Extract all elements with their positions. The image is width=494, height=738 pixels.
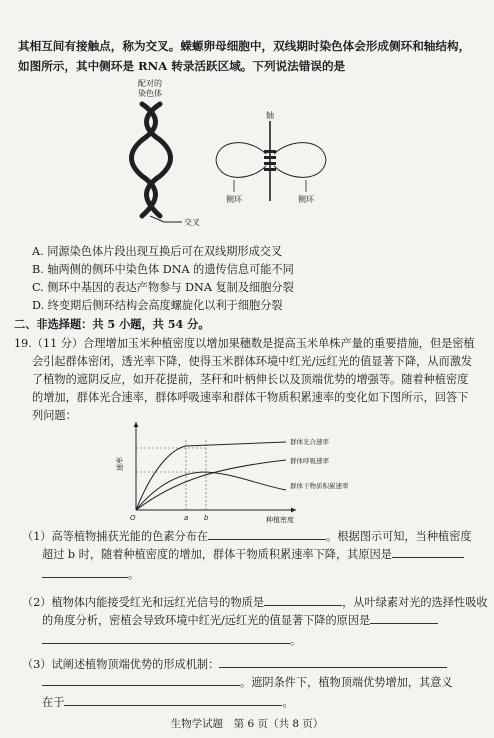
q1-text-3: 超过 b 时，随着种植密度的增加，群体干物质积累速率下降，其原因是 [42, 548, 392, 561]
x-axis-label: 种植密度 [266, 516, 294, 524]
chromosome-strands [132, 104, 171, 216]
q1-line-2 [42, 546, 464, 563]
paired-chromosome-label-2: 染色体 [138, 89, 162, 98]
series-label-2: 群体呼吸速率 [290, 457, 329, 465]
y-axis-label: 速率 [116, 457, 124, 471]
option-b: B. 轴两侧的侧环中染色体 DNA 的遗传信息可能不同 [32, 263, 294, 276]
option-c: C. 侧环中基因的表达产物参与 DNA 复制及细胞分裂 [32, 281, 294, 294]
series-label-1: 群体光合速率 [290, 438, 329, 446]
crossover-label: 交叉 [184, 218, 200, 227]
q3-text-3: 在于 [42, 696, 65, 709]
q19-line-2: 会引起群体密闭，透光率下降，使得玉米群体环境中红光/远红光的值显著下降，从而激发 [32, 355, 473, 368]
q1-answer-blank-3[interactable] [42, 566, 128, 578]
series-line-3 [136, 472, 286, 510]
section-heading: 二、非选择题：共 5 小题，共 54 分。 [14, 317, 210, 331]
chromosome-loop-figure [120, 76, 380, 236]
q19-line-5: 列问题： [32, 409, 77, 422]
series-label-3: 群体干物质积累速率 [290, 482, 349, 490]
q2-answer-blank-2[interactable] [370, 612, 438, 624]
q3-line-3 [42, 694, 294, 711]
series-line-1 [136, 442, 286, 510]
y-arrow [134, 422, 139, 427]
side-loop-left [216, 143, 266, 178]
q2-line-1 [22, 594, 488, 611]
q3-line-2 [42, 674, 453, 691]
q3-text-2: 。遮阴条件下，植物顶端优势增加，其意义 [240, 676, 453, 689]
side-loop-right [274, 143, 326, 178]
q2-end: 。 [290, 634, 302, 647]
intro-line-1: 其相互间有接触点，称为交叉。蝾螈卵母细胞中，双线期时染色体会形成侧环和轴结构， [18, 39, 471, 53]
q2-answer-blank-1[interactable] [264, 594, 342, 606]
q3-answer-blank-1[interactable] [219, 656, 447, 668]
q1-answer-blank-1[interactable] [208, 528, 326, 540]
chart-lines [136, 442, 286, 510]
q19-line-1: 19.（11 分）合理增加玉米种植密度以增加果穗数是提高玉米单株产量的重要措施，但是密植 [14, 337, 475, 350]
q3-end: 。 [282, 696, 294, 709]
q1-line-1 [22, 528, 472, 545]
paired-chromosome-label-1: 配对的 [138, 79, 162, 88]
q3-answer-blank-3[interactable] [64, 694, 282, 706]
x-tick-a: a [184, 514, 189, 522]
q19-line-4: 的增加，群体光合速率，群体呼吸速率和群体干物质积累速率的变化如下图所示，回答下 [32, 391, 469, 404]
q1-line-3 [42, 566, 139, 583]
q2-line-3 [42, 632, 301, 649]
side-loop-left-label: 侧环 [226, 195, 242, 204]
q1-end: 。 [128, 568, 140, 581]
axis-label: 轴 [266, 111, 274, 120]
option-d: D. 终变期后侧环结构会高度螺旋化以利于细胞分裂 [32, 299, 283, 312]
q1-text-2: 。根据图示可知，当种植密度 [326, 530, 472, 543]
q1-answer-blank-2[interactable] [392, 546, 464, 558]
x-tick-b: b [204, 514, 209, 522]
q1-text-1: （1）高等植物捕获光能的色素分布在 [22, 530, 209, 543]
option-a: A. 同源染色体片段出现互换后可在双线期形成交叉 [32, 245, 283, 258]
rate-chart [110, 418, 350, 528]
q2-line-2 [42, 612, 438, 629]
x-arrow [291, 508, 296, 513]
page-footer: 生物学试题 第 6 页（共 8 页） [170, 718, 324, 730]
x-tick-O: O [130, 514, 136, 522]
chart-frame [134, 422, 297, 513]
q3-answer-blank-2[interactable] [42, 674, 240, 686]
q2-text-1: （2）植物体内能接受红光和远红光信号的物质是 [22, 596, 265, 609]
q2-text-3: 的角度分析，密植会导致环境中红光/远红光的值显著下降的原因是 [42, 614, 371, 627]
q3-line-1 [22, 656, 447, 673]
q2-answer-blank-3[interactable] [42, 632, 290, 644]
q3-text-1: （3）试阐述植物顶端优势的形成机制： [22, 658, 220, 671]
side-loop-right-label: 侧环 [298, 195, 314, 204]
q2-text-2: ，从叶绿素对光的选择性吸收 [342, 596, 488, 609]
q19-line-3: 了植物的遮阴反应，如开花提前，茎秆和叶柄伸长以及顶端优势的增强等。随着种植密度 [32, 373, 469, 386]
intro-line-2: 如图所示，其中侧环是 RNA 转录活跃区域。下列说法错误的是 [18, 59, 346, 73]
